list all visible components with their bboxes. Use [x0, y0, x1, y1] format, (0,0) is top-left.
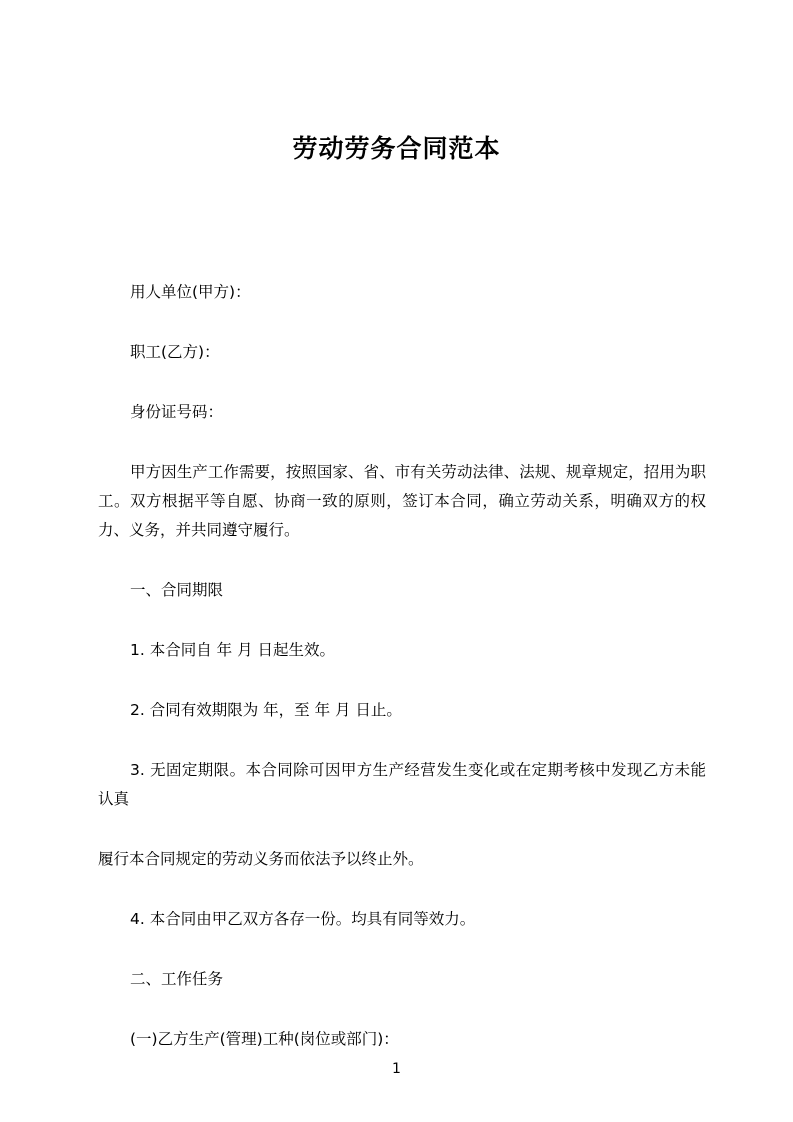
document-body: [98, 278, 706, 1085]
paragraph: 2. 合同有效期限为 年，至 年 月 日止。: [130, 701, 402, 719]
page-title: 劳动劳务合同范本: [292, 134, 501, 163]
page-number: 1: [392, 1061, 401, 1077]
paragraph: 3. 无固定期限。本合同除可因甲方生产经营发生变化或在定期考核中发现乙方未能认真: [98, 761, 706, 808]
paragraph: 职工(乙方)：: [130, 343, 220, 361]
paragraph: 4. 本合同由甲乙双方各存一份。均具有同等效力。: [130, 910, 476, 928]
section-heading: 二、工作任务: [130, 970, 224, 988]
paragraph: 用人单位(甲方)：: [130, 283, 251, 301]
paragraph: 身份证号码：: [130, 403, 224, 421]
section-heading: 一、合同期限: [130, 581, 224, 599]
paragraph: 甲方因生产工作需要，按照国家、省、市有关劳动法律、法规、规章规定，招用为职工。双方根据平等自愿、协商一致的原则，签订本合同，确立劳动关系，明确双方的权力、义务，并共同遵守履行。: [98, 463, 706, 539]
paragraph: 履行本合同规定的劳动义务而依法予以终止外。: [98, 850, 424, 868]
paragraph: (一)乙方生产(管理)工种(岗位或部门)：: [130, 1030, 399, 1048]
paragraph: 1. 本合同自 年 月 日起生效。: [130, 641, 335, 659]
